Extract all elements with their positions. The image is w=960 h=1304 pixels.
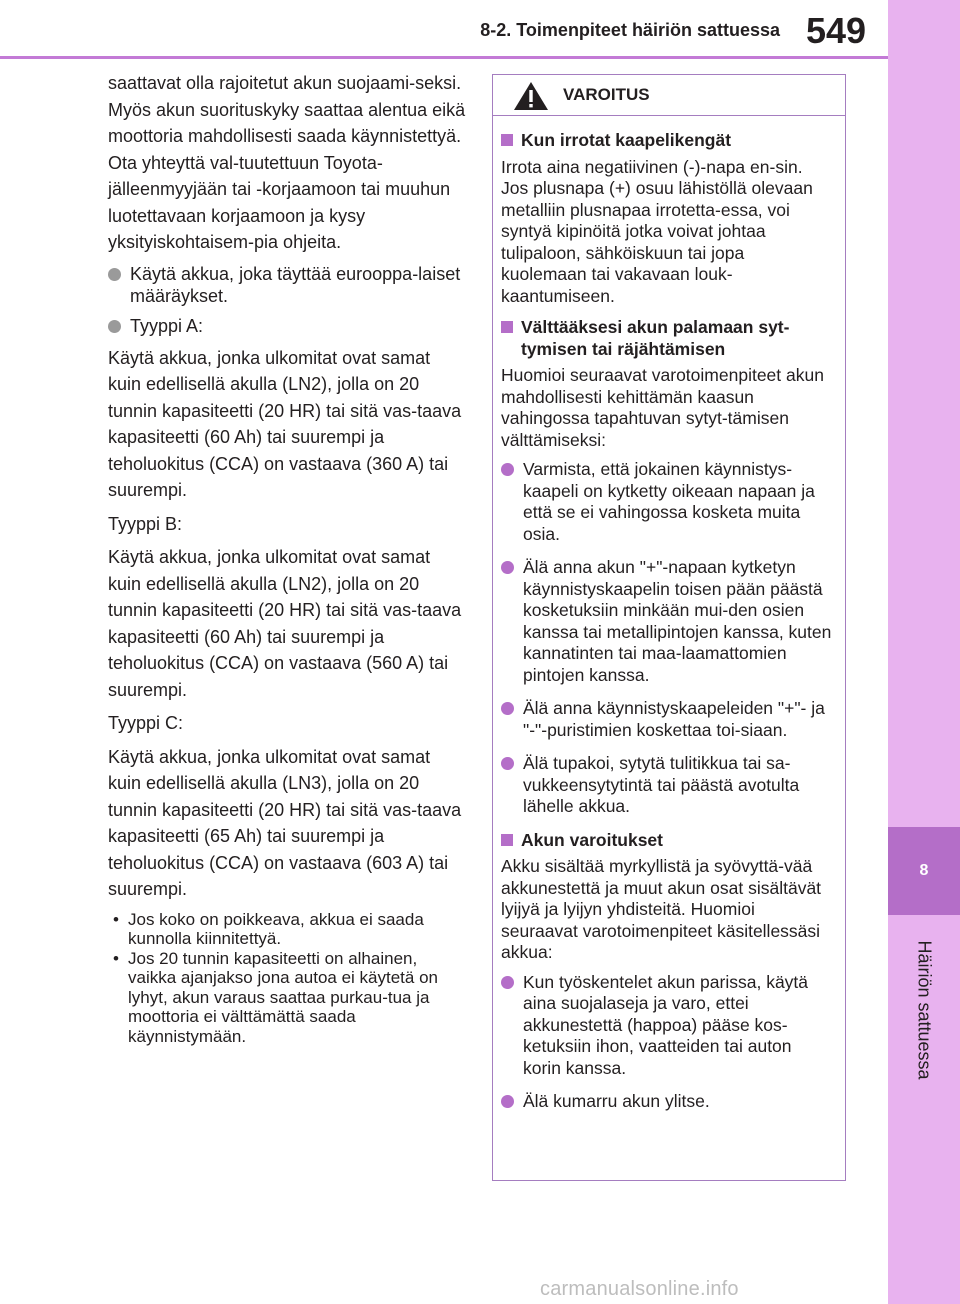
warning-header [493, 75, 845, 116]
warning-bullet: Älä anna käynnistyskaapeleiden "+"- ja "-"-puristimien koskettaa toi-siaan. [501, 698, 833, 741]
section-title: 8-2. Toimenpiteet häiriön sattuessa [480, 20, 780, 40]
warning-section-heading: Akun varoitukset [501, 830, 833, 852]
watermark-text: carmanualsonline.info [540, 1278, 739, 1300]
note-item: • Jos koko on poikkeava, akkua ei saada kunnolla kiinnitettyä. [113, 909, 424, 948]
warning-bullet: Kun työskentelet akun parissa, käytä aina suojalaseja ja varo, ettei akkunestettä (happoa) pääse kos-ketuksiin ihon, vaatteiden tai auton korin kanssa. [501, 972, 833, 1080]
warning-box [492, 74, 846, 1181]
note-item: • Jos 20 tunnin kapasiteetti on alhainen, vaikka ajanjakso jona autoa ei käytetä on lyhyt, akun varaus saattaa purkau-tua ja moottoria ei välttämättä saada käynnistymään. [113, 948, 438, 1046]
bullet-european-standard: Käytä akkua, joka täyttää eurooppa-laiset määräykset. [108, 263, 468, 307]
page-number: 549 [805, 10, 867, 51]
header-divider [0, 56, 888, 59]
type-b-label: Tyyppi B: [108, 513, 183, 534]
warning-section-text: Huomioi seuraavat varotoimenpiteet akun mahdollisesti kehittämän kaasun vahingossa tapahtuvan sytyt-tämisen välttämiseksi: [501, 365, 824, 450]
warning-section-heading: Kun irrotat kaapelikengät [501, 130, 833, 152]
chapter-label: Häiriön sattuessa [914, 940, 935, 1080]
warning-section-text: Irrota aina negatiivinen (-)-napa en-sin. Jos plusnapa (+) osuu lähistöllä olevaan metalliin plusnapaa irrotetta-essa, voi syntyä kipinöitä jotka voivat johtaa tulipaloon, sähköiskuun tai jopa kuolemaan tai vakavaan louk-kaantumiseen. [501, 156, 813, 306]
notes-list [108, 910, 468, 1047]
warning-bullet: Älä kumarru akun ylitse. [501, 1091, 833, 1113]
main-text-column [108, 70, 468, 1046]
type-b-paragraph: Käytä akkua, jonka ulkomitat ovat samat kuin edellisellä akulla (LN2), jolla on 20 tunnin kapasiteetti (20 HR) tai sitä vas-taava kapasiteetti (60 Ah) tai suurempi ja teholuokitus (CCA) on vastaava (560 A) tai suurempi. [108, 547, 462, 700]
bullet-type-a: Tyyppi A: [108, 315, 468, 337]
chapter-side-tab [888, 0, 960, 1304]
type-a-paragraph: Käytä akkua, jonka ulkomitat ovat samat kuin edellisellä akulla (LN2), jolla on 20 tunnin kapasiteetti (20 HR) tai sitä vas-taava kapasiteetti (60 Ah) tai suurempi ja teholuokitus (CCA) on vastaava (360 A) tai suurempi. [108, 347, 462, 500]
type-c-paragraph: Käytä akkua, jonka ulkomitat ovat samat kuin edellisellä akulla (LN3), jolla on 20 tunnin kapasiteetti (20 HR) tai sitä vas-taava kapasiteetti (65 Ah) tai suurempi ja teholuokitus (CCA) on vastaava (603 A) tai suurempi. [108, 746, 462, 899]
warning-bullet: Älä anna akun "+"-napaan kytketyn käynnistyskaapelin toisen pään päästä kosketuksiin minkään mui-den osien kanssa tai metallipintojen kanssa, kuten kannatinten tai maa-laamattomien pintojen kanssa. [501, 557, 833, 686]
type-c-label: Tyyppi C: [108, 713, 184, 733]
chapter-number-tab: 8 [888, 827, 960, 915]
warning-bullet: Varmista, että jokainen käynnistys-kaapeli on kytketty oikeaan napaan ja että se ei vahingossa kosketa muita osia. [501, 459, 833, 545]
warning-title: VAROITUS [563, 85, 650, 104]
warning-section-heading: Välttääksesi akun palamaan syt-tymisen tai räjähtämisen [501, 317, 833, 360]
warning-bullet: Älä tupakoi, sytytä tulitikkua tai sa-vukkeensytytintä tai päästä avotulta lähelle akkua. [501, 753, 833, 818]
warning-section-text: Akku sisältää myrkyllistä ja syövyttä-vää akkunestettä ja muut akun osat sisältävät lyijyä ja lyijyn yhdisteitä. Huomioi seuraavat varotoimenpiteet käsitellessäsi akkua: [501, 856, 822, 962]
intro-paragraph: saattavat olla rajoitetut akun suojaami-seksi. Myös akun suorituskyky saattaa alentua eikä moottoria mahdollisesti saada käynnistettyä. Ota yhteyttä val-tuutettuun Toyota-jälleenmyyjään tai -korjaamoon tai muuhun luotettavaan korjaamoon ja kysy yksityiskohtaisem-pia ohjeita. [108, 73, 466, 252]
warning-body [493, 116, 845, 1113]
warning-triangle-icon [513, 81, 549, 111]
